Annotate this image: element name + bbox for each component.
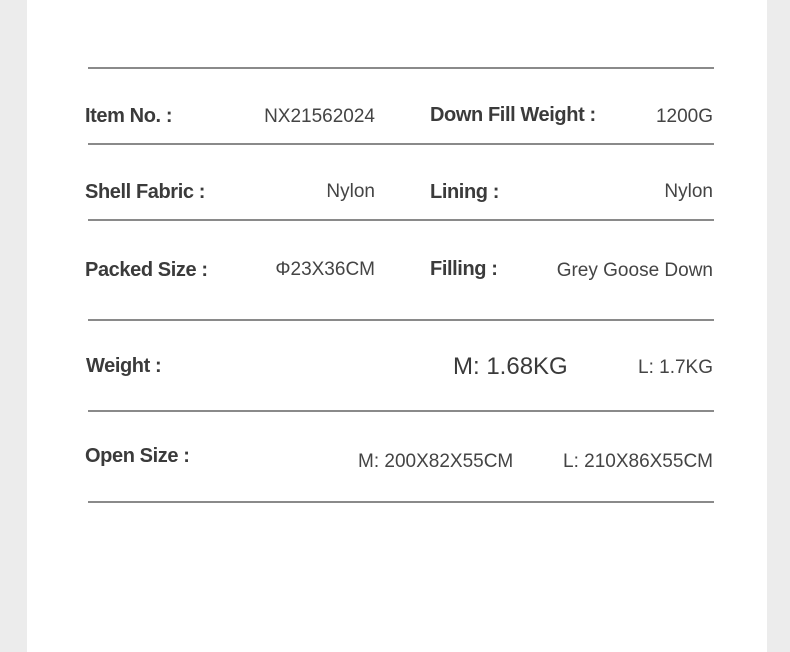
open-size-m-value: M: 200X82X55CM [358, 451, 514, 472]
lining-label: Lining : [430, 181, 499, 203]
packed-size-label: Packed Size : [85, 259, 208, 281]
filling-label: Filling : [430, 258, 498, 280]
lining-value: Nylon [664, 181, 713, 202]
divider [88, 319, 714, 321]
shell-fabric-label: Shell Fabric : [85, 181, 205, 203]
filling-value: Grey Goose Down [556, 260, 713, 281]
down-fill-weight-label: Down Fill Weight : [430, 104, 596, 126]
shell-fabric-value: Nylon [326, 181, 375, 202]
open-size-l-value: L: 210X86X55CM [563, 451, 713, 472]
weight-label: Weight : [86, 355, 162, 377]
item-no-label: Item No. : [85, 105, 173, 127]
divider [88, 143, 714, 145]
divider [88, 219, 714, 221]
divider [88, 67, 714, 69]
open-size-label: Open Size : [85, 445, 190, 467]
down-fill-weight-value: 1200G [655, 106, 713, 127]
packed-size-value: Φ23X36CM [275, 259, 375, 280]
spec-card [27, 0, 767, 652]
divider [88, 501, 714, 503]
divider [88, 410, 714, 412]
weight-m-value: M: 1.68KG [453, 353, 568, 380]
weight-l-value: L: 1.7KG [638, 357, 713, 378]
item-no-value: NX21562024 [264, 106, 375, 127]
